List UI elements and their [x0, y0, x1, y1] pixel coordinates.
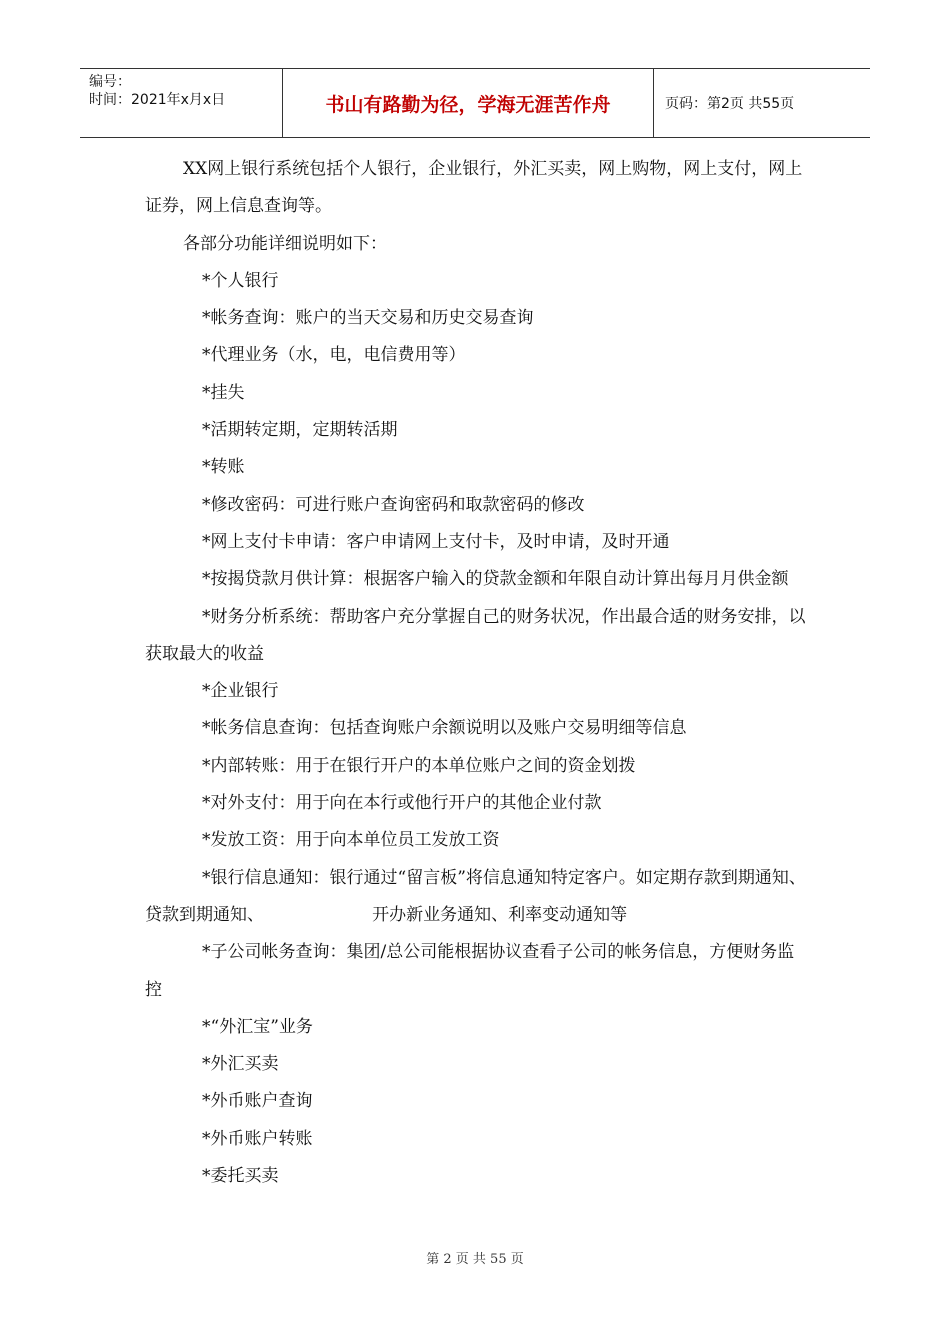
list-item: *活期转定期，定期转活期 [202, 420, 398, 441]
list-item: *发放工资：用于向本单位员工发放工资 [202, 830, 500, 851]
list-item: *按揭贷款月供计算：根据客户输入的贷款金额和年限自动计算出每月月供金额 [202, 569, 789, 590]
list-item: *转账 [202, 457, 245, 478]
list-item: *修改密码：可进行账户查询密码和取款密码的修改 [202, 494, 585, 515]
header-info [80, 69, 280, 137]
document-body [145, 151, 810, 1195]
list-item: *外币账户转账 [202, 1128, 313, 1149]
section-subhead: 各部分功能详细说明如下： [183, 233, 387, 254]
feature-list [145, 263, 810, 1195]
list-item: *帐务查询：账户的当天交易和历史交易查询 [202, 308, 534, 329]
list-item: *委托买卖 [202, 1166, 279, 1187]
list-item: *外汇买卖 [202, 1054, 279, 1075]
number-label: 编号： [89, 74, 131, 90]
page-footer: 第 2 页 共 55 页 [426, 1252, 524, 1267]
list-item: *“外汇宝”业务 [202, 1016, 313, 1037]
list-item: *子公司帐务查询：集团/总公司能根据协议查看子公司的帐务信息，方便财务监控 [145, 942, 795, 1000]
list-item: *个人银行 [202, 270, 279, 291]
page-header [80, 68, 870, 138]
list-item: *帐务信息查询：包括查询账户余额说明以及账户交易明细等信息 [202, 718, 687, 739]
date-label: 时间：2021年x月x日 [89, 92, 226, 108]
list-item: *网上支付卡申请：客户申请网上支付卡，及时申请，及时开通 [202, 531, 670, 552]
list-item: *企业银行 [202, 681, 279, 702]
list-item: *代理业务（水，电，电信费用等） [202, 345, 466, 366]
intro-paragraph: XX网上银行系统包括个人银行，企业银行，外汇买卖，网上购物，网上支付，网上证券，网上信息查询等。 [145, 159, 803, 217]
header-page-info: 页码：第2页 共55页 [665, 96, 795, 112]
list-item: *挂失 [202, 382, 245, 403]
list-item: *外币账户查询 [202, 1091, 313, 1112]
header-motto: 书山有路勤为径，学海无涯苦作舟 [282, 69, 654, 137]
list-item: *对外支付：用于向在本行或他行开户的其他企业付款 [202, 793, 602, 814]
list-item: *银行信息通知：银行通过“留言板”将信息通知特定客户。如定期存款到期通知、贷款到期通知、 开办新业务通知、利率变动通知等 [145, 867, 806, 925]
list-item: *财务分析系统：帮助客户充分掌握自己的财务状况，作出最合适的财务安排，以获取最大的收益 [145, 606, 806, 664]
list-item: *内部转账：用于在银行开户的本单位账户之间的资金划拨 [202, 755, 636, 776]
